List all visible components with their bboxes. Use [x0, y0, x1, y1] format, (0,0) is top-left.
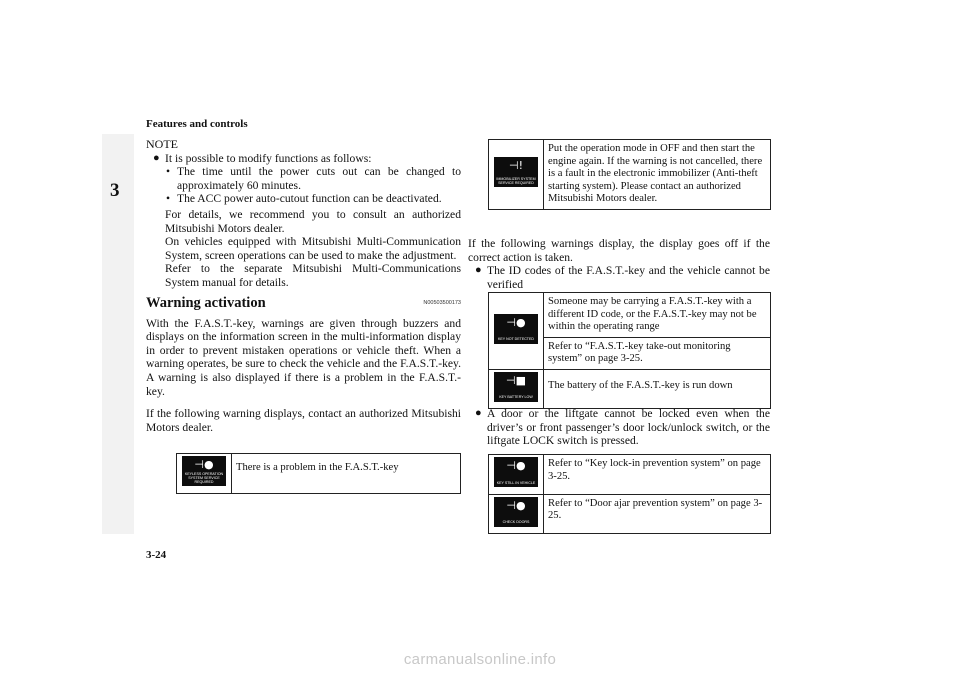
right-column [468, 237, 770, 291]
key-warning-icon: ⊣! IMMOBILIZER SYSTEM SERVICE REQUIRED [494, 157, 538, 187]
note-sub-item-2: • The ACC power auto-cutout function can be deactivated. [162, 192, 461, 206]
table-cell: Put the operation mode in OFF and then start the engine again. If the warning is not cancelled, there is a fault in the electronic immobilizer (Anti-theft starting system). Please contact an authorized Mitsubishi Motors dealer. [544, 140, 771, 210]
body-paragraph-2: If the following warning displays, contact an authorized Mitsubishi Motors dealer. [146, 407, 461, 434]
intro-paragraph: If the following warnings display, the display goes off if the correct action is taken. [468, 237, 770, 264]
section-heading: Warning activation [146, 294, 266, 311]
key-icon: ⊣● CHECK DOORS [494, 497, 538, 527]
table-row [177, 454, 461, 494]
id-code-table [488, 292, 771, 409]
key-battery-icon: ⊣■ KEY BATTERY LOW [494, 372, 538, 402]
table-cell: There is a problem in the F.A.S.T.-key [232, 454, 461, 494]
table-row [489, 494, 771, 534]
key-icon: ⊣● KEYLESS OPERATION SYSTEM SERVICE REQUIRED [182, 456, 226, 486]
chapter-number: 3 [110, 180, 120, 201]
watermark: carmanualsonline.info [403, 651, 557, 668]
table-row [489, 455, 771, 495]
heading-code: N00503500173 [423, 299, 461, 306]
table-row [489, 293, 771, 338]
door-lock-table [488, 454, 771, 534]
bullet-door-lock: ● A door or the liftgate cannot be locked even when the driver’s or front passenger’s door lock/unlock switch, or the liftgate LOCK switch is pressed. [475, 407, 770, 448]
bullet-id-codes: ● The ID codes of the F.A.S.T.-key and the vehicle cannot be verified [475, 264, 770, 291]
table-row [489, 369, 771, 409]
body-paragraph-1: With the F.A.S.T.-key, warnings are given through buzzers and displays on the information screen in the multi-information display in order to prevent mistaken operations or vehicle theft. When a warning operates, be sure to check the vehicle and the F.A.S.T.-key. A warning is also displayed if there is a problem in the F.A.S.T.-key. [146, 316, 461, 398]
note-paragraph-1: For details, we recommend you to consult an authorized Mitsubishi Motors dealer. [165, 207, 461, 235]
note-bullet: ● It is possible to modify functions as follows: [153, 152, 461, 166]
warning-table [176, 453, 461, 494]
immobilizer-table [488, 139, 771, 210]
section-title: Features and controls [146, 118, 248, 130]
page-number: 3-24 [146, 549, 167, 561]
key-icon: ⊣● KEY NOT DETECTED [494, 314, 538, 344]
note-paragraph-3: Refer to the separate Mitsubishi Multi-Communications System manual for details. [165, 262, 461, 289]
table-cell: Refer to “Key lock-in prevention system” on page 3-25. [544, 455, 771, 495]
table-cell: The battery of the F.A.S.T.-key is run down [544, 369, 771, 409]
table-cell: Refer to “Door ajar prevention system” on page 3-25. [544, 494, 771, 534]
right-column-lower [468, 407, 770, 448]
note-paragraph-2: On vehicles equipped with Mitsubishi Multi-Communication System, screen operations can be used to make the adjustment. [165, 235, 461, 262]
table-cell: Refer to “F.A.S.T.-key take-out monitoring system” on page 3-25. [544, 337, 771, 369]
table-row [489, 140, 771, 210]
table-cell: Someone may be carrying a F.A.S.T.-key with a different ID code, or the F.A.S.T.-key may not be within the operating range [544, 293, 771, 338]
key-icon: ⊣● KEY STILL IN VEHICLE [494, 457, 538, 487]
note-sub-item-1: • The time until the power cuts out can be changed to approximately 60 minutes. [162, 165, 461, 192]
left-column [146, 138, 461, 434]
note-label: NOTE [146, 137, 178, 151]
